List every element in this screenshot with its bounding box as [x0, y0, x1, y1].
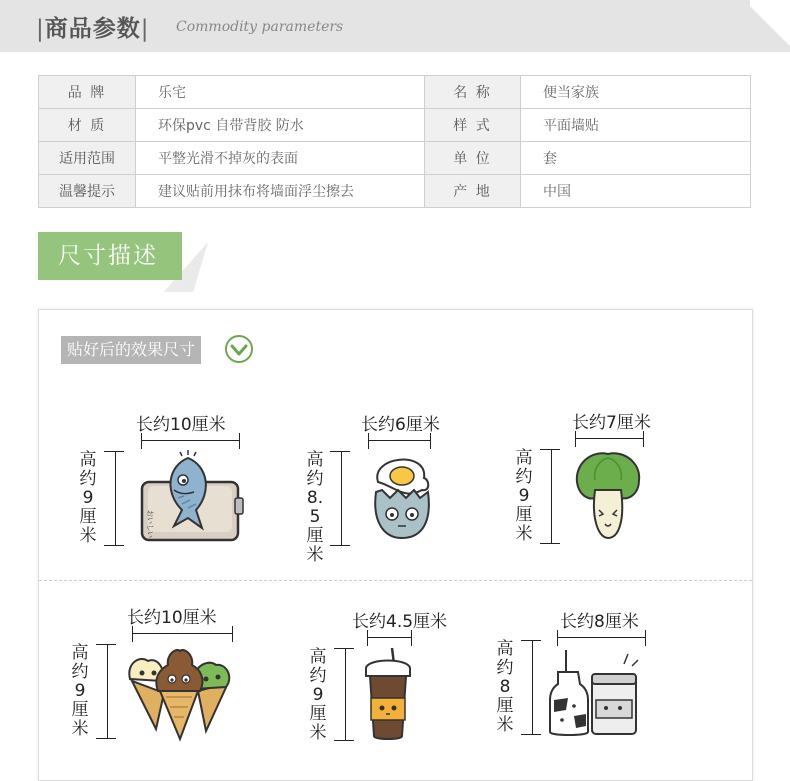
- item-width-label: 长约10厘米: [127, 608, 217, 628]
- section-title: |商品参数|: [36, 16, 150, 42]
- panel-divider: [39, 580, 752, 581]
- param-key: 温馨提示: [39, 175, 136, 208]
- param-value: 便当家族: [521, 76, 751, 109]
- param-key: 单 位: [425, 142, 521, 175]
- param-key: 名 称: [425, 76, 521, 109]
- section-title-text: 商品参数: [44, 16, 141, 42]
- chevron-down-circle-icon: [224, 334, 254, 364]
- param-value: 平整光滑不掉灰的表面: [136, 142, 425, 175]
- section-subtitle: Commodity parameters: [176, 19, 344, 35]
- item-height-label: 高约8厘米: [496, 639, 514, 735]
- item-height-label: 高约9厘米: [79, 450, 97, 546]
- param-key: 产 地: [425, 175, 521, 208]
- param-value: 套: [521, 142, 751, 175]
- item-height-label: 高约8.5厘米: [306, 450, 324, 565]
- parameters-table: [38, 75, 751, 208]
- param-key: 材 质: [39, 109, 136, 142]
- param-key: 样 式: [425, 109, 521, 142]
- item-height-label: 高约9厘米: [515, 448, 533, 544]
- item-height-label: 高约9厘米: [309, 647, 327, 743]
- item-height-label: 高约9厘米: [71, 643, 89, 739]
- param-key: 品 牌: [39, 76, 136, 109]
- item-width-label: 长约4.5厘米: [352, 612, 448, 632]
- param-value: 建议贴前用抹布将墙面浮尘擦去: [136, 175, 425, 208]
- ice-cream-sticker: [126, 645, 232, 741]
- param-value: 乐宅: [136, 76, 425, 109]
- item-width-label: 长约8厘米: [560, 612, 639, 632]
- milk-bottles-sticker: [548, 650, 640, 738]
- param-value: 平面墙贴: [521, 109, 751, 142]
- param-value: 环保pvc 自带背胶 防水: [136, 109, 425, 142]
- param-key: 适用范围: [39, 142, 136, 175]
- egg-sticker: [370, 452, 436, 542]
- cabbage-sticker: [573, 450, 643, 544]
- fish-bento-sticker: [138, 452, 248, 548]
- size-section-title: 尺寸描述: [38, 232, 182, 280]
- item-width-label: 长约6厘米: [361, 415, 440, 435]
- table-row: [39, 76, 751, 109]
- item-width-label: 长约7厘米: [572, 413, 651, 433]
- table-row: [39, 175, 751, 208]
- drink-cup-sticker: [362, 646, 414, 742]
- bento-text: おいしい: [146, 510, 154, 538]
- item-width-label: 长约10厘米: [136, 415, 226, 435]
- param-value: 中国: [521, 175, 751, 208]
- effect-size-tag: 贴好后的效果尺寸: [61, 336, 201, 364]
- header-slant: [750, 0, 790, 52]
- table-row: [39, 109, 751, 142]
- table-row: [39, 142, 751, 175]
